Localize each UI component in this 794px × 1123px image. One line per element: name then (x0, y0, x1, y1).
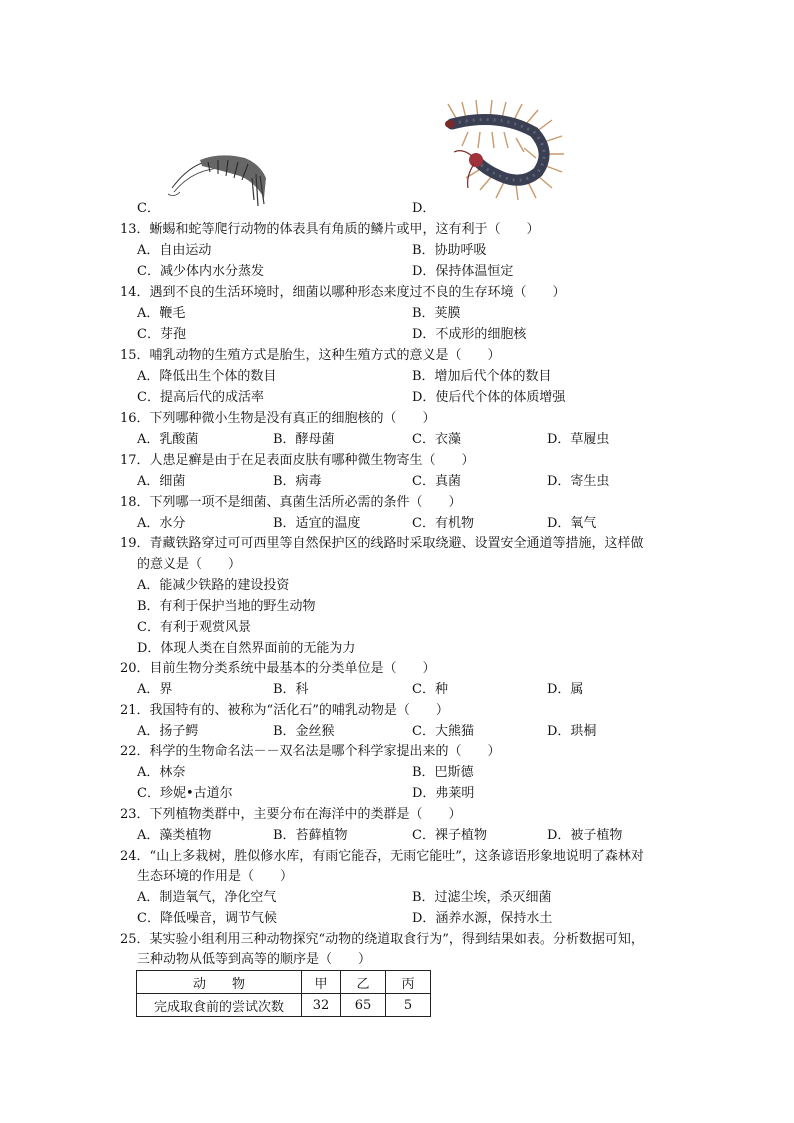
q17-option-c: C．真菌 (412, 474, 461, 489)
q13-option-d: D．保持体温恒定 (412, 264, 514, 279)
q17-option-b: B．病毒 (273, 474, 322, 489)
q19-option-d: D．体现人类在自然界面前的无能为力 (137, 641, 356, 656)
q20-option-d: D．属 (547, 682, 584, 697)
q22-option-b: B．巴斯德 (412, 765, 474, 780)
q22-option-d: D．弗莱明 (412, 786, 475, 801)
q15-option-d: D．使后代个体的体质增强 (412, 390, 566, 405)
table-header-cell: 动 物 (137, 971, 302, 994)
q18-option-c: C．有机物 (412, 516, 474, 531)
option-label-d: D． (412, 201, 436, 216)
table-header-cell: 甲 (302, 971, 341, 994)
q14-option-d: D．不成形的细胞核 (412, 327, 527, 342)
q14-option-a: A．鞭毛 (137, 306, 186, 321)
q23-option-c: C．裸子植物 (412, 828, 487, 843)
q24-option-d: D．涵养水源，保持水土 (412, 911, 553, 926)
question-19-stem-continued: 的意义是（ ） (137, 557, 242, 572)
q20-option-c: C．种 (412, 682, 448, 697)
table-header-cell: 丙 (386, 971, 431, 994)
question-19-stem: 19．青藏铁路穿过可可西里等自然保护区的线路时采取绕避、设置安全通道等措施，这样做 (120, 536, 644, 551)
question-15-stem: 15．哺乳动物的生殖方式是胎生，这种生殖方式的意义是（ ） (120, 348, 501, 363)
q20-option-b: B．科 (273, 682, 309, 697)
question-13-stem: 13．蜥蜴和蛇等爬行动物的体表具有角质的鳞片或甲，这有利于（ ） (120, 222, 540, 237)
q23-option-a: A．藻类植物 (137, 828, 212, 843)
q24-option-b: B．过滤尘埃，杀灭细菌 (412, 890, 552, 905)
q14-option-b: B．荚膜 (412, 306, 461, 321)
q15-option-a: A．降低出生个体的数目 (137, 369, 277, 384)
question-24-stem: 24．“山上多栽树，胜似修水库，有雨它能吞，无雨它能吐”，这条谚语形象地说明了森林对 (120, 849, 644, 864)
q15-option-c: C．提高后代的成活率 (137, 390, 264, 405)
q19-option-c: C．有利于观赏风景 (137, 620, 251, 635)
q21-option-b: B．金丝猴 (273, 724, 335, 739)
table-cell: 65 (341, 994, 386, 1017)
question-25-stem: 25．某实验小组利用三种动物探究“动物的绕道取食行为”，得到结果如表。分析数据可知， (120, 932, 644, 947)
q20-option-a: A．界 (137, 682, 173, 697)
q13-option-c: C．减少体内水分蒸发 (137, 264, 264, 279)
q22-option-a: A．林奈 (137, 765, 186, 780)
question-18-stem: 18．下列哪一项不是细菌、真菌生活所必需的条件（ ） (120, 495, 462, 510)
question-25-stem-continued: 三种动物从低等到高等的顺序是（ ） (137, 952, 372, 967)
experiment-table (136, 970, 431, 1017)
q21-option-a: A．扬子鳄 (137, 724, 199, 739)
q16-option-c: C．衣藻 (412, 432, 461, 447)
q13-option-b: B．协助呼吸 (412, 243, 487, 258)
question-22-stem: 22．科学的生物命名法－－双名法是哪个科学家提出来的（ ） (120, 744, 501, 759)
table-cell: 32 (302, 994, 341, 1017)
question-20-stem: 20．目前生物分类系统中最基本的分类单位是（ ） (120, 661, 436, 676)
q18-option-d: D．氧气 (547, 516, 597, 531)
q14-option-c: C．芽孢 (137, 327, 186, 342)
q24-option-c: C．降低噪音，调节气候 (137, 911, 277, 926)
question-24-stem-continued: 生态环境的作用是（ ） (137, 869, 294, 884)
question-16-stem: 16．下列哪种微小生物是没有真正的细胞核的（ ） (120, 411, 436, 426)
q19-option-a: A．能减少铁路的建设投资 (137, 578, 290, 593)
question-23-stem: 23．下列植物类群中，主要分布在海洋中的类群是（ ） (120, 807, 462, 822)
question-17-stem: 17．人患足癣是由于在足表面皮肤有哪种微生物寄生（ ） (120, 453, 475, 468)
table-header-cell: 乙 (341, 971, 386, 994)
table-header-row (137, 971, 431, 994)
q21-option-d: D．珙桐 (547, 724, 597, 739)
q21-option-c: C．大熊猫 (412, 724, 474, 739)
q16-option-b: B．酵母菌 (273, 432, 335, 447)
q23-option-d: D．被子植物 (547, 828, 623, 843)
q24-option-a: A．制造氧气，净化空气 (137, 890, 277, 905)
q16-option-d: D．草履虫 (547, 432, 610, 447)
q13-option-a: A．自由运动 (137, 243, 212, 258)
table-cell: 5 (386, 994, 431, 1017)
table-cell: 完成取食前的尝试次数 (137, 994, 302, 1017)
q23-option-b: B．苔藓植物 (273, 828, 348, 843)
q18-option-a: A．水分 (137, 516, 186, 531)
centipede-image (438, 98, 566, 200)
table-row (137, 994, 431, 1017)
q17-option-d: D．寄生虫 (547, 474, 610, 489)
q16-option-a: A．乳酸菌 (137, 432, 199, 447)
q19-option-b: B．有利于保护当地的野生动物 (137, 599, 316, 614)
q15-option-b: B．增加后代个体的数目 (412, 369, 552, 384)
option-label-c: C． (137, 201, 160, 216)
shrimp-image (160, 148, 275, 210)
q17-option-a: A．细菌 (137, 474, 186, 489)
question-14-stem: 14．遇到不良的生活环境时，细菌以哪种形态来度过不良的生存环境（ ） (120, 285, 566, 300)
q22-option-c: C．珍妮•古道尔 (137, 786, 233, 801)
question-21-stem: 21．我国特有的、被称为“活化石”的哺乳动物是（ ） (120, 703, 449, 718)
q18-option-b: B．适宜的温度 (273, 516, 361, 531)
